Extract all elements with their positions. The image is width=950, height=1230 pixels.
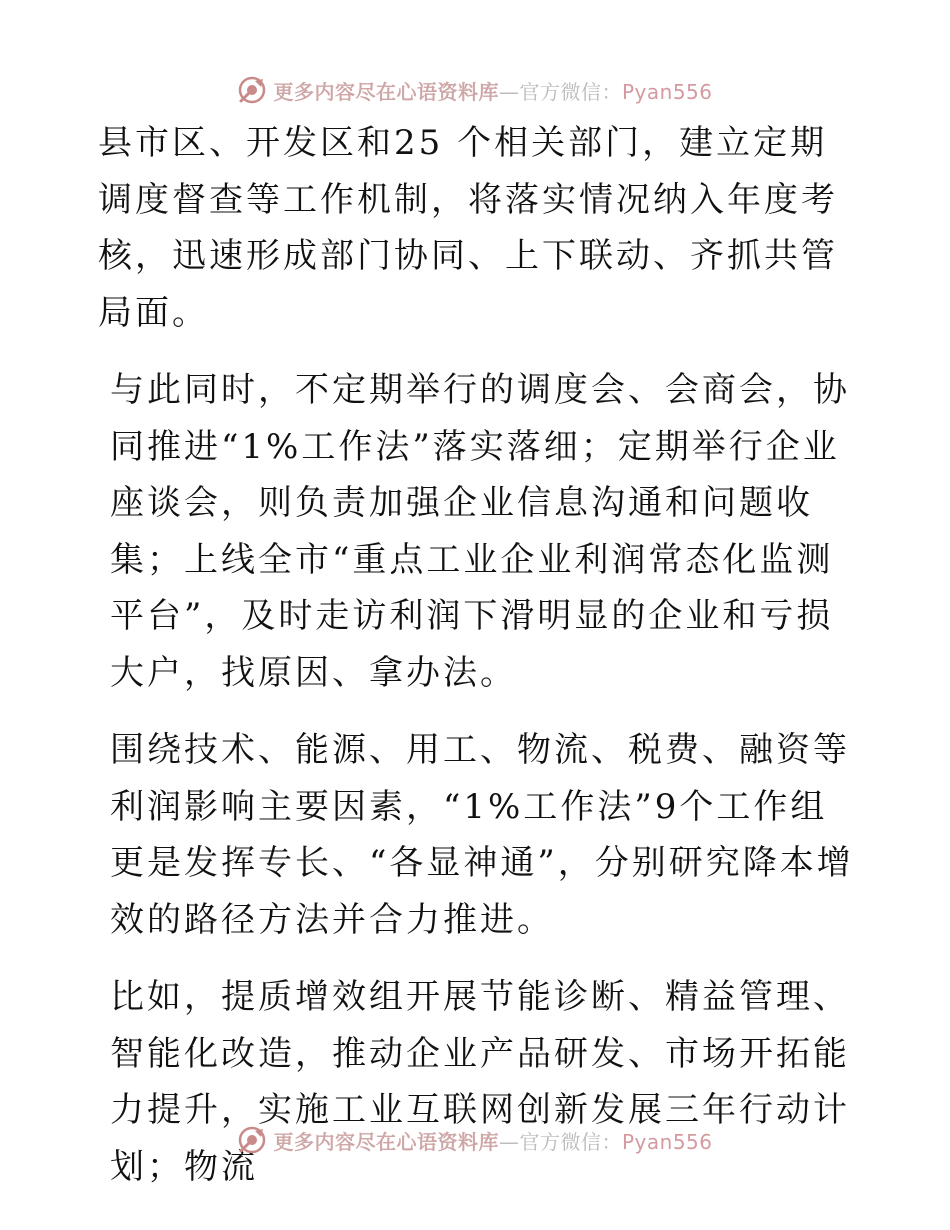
header-watermark [0,70,950,110]
paragraph-4: 比如，提质增效组开展节能诊断、精益管理、智能化改造，推动企业产品研发、市场开拓能力提升，实施工业互联网创新发展三年行动计划；物流 [110,977,850,1187]
watermark-dash: — [498,1129,520,1154]
pen-logo-icon [237,1125,267,1155]
paragraph-1: 县市区、开发区和25 个相关部门，建立定期调度督查等工作机制，将落实情况纳入年度考核，迅速形成部门协同、上下联动、齐抓共管局面。 [98,123,838,333]
watermark-wechat-label: 官方微信： [519,79,622,104]
watermark-wechat-id: Pyan556 [621,79,713,104]
paragraph-3: 围绕技术、能源、用工、物流、税费、融资等利润影响主要因素，“1%工作法”9个工作组更是发挥专长、“各显神通”，分别研究降本增效的路径方法并合力推进。 [110,730,854,940]
watermark-wechat-id: Pyan556 [621,1129,713,1154]
watermark-text [273,76,712,105]
watermark-wechat-label: 官方微信： [519,1129,622,1154]
pen-logo-icon [237,75,267,105]
paragraph-2: 与此同时，不定期举行的调度会、会商会，协同推进“1%工作法”落实落细；定期举行企业座谈会，则负责加强企业信息沟通和问题收集；上线全市“重点工业企业利润常态化监测平台”，及时走访利润下滑明显的企业和亏损大户，找原因、拿办法。 [110,370,850,693]
document-body [98,115,858,1216]
watermark-library: 更多内容尽在心语资料库 [273,1129,499,1154]
watermark-dash: — [498,79,520,104]
watermark-text [273,1126,712,1155]
footer-watermark [0,1120,950,1160]
watermark-library: 更多内容尽在心语资料库 [273,79,499,104]
